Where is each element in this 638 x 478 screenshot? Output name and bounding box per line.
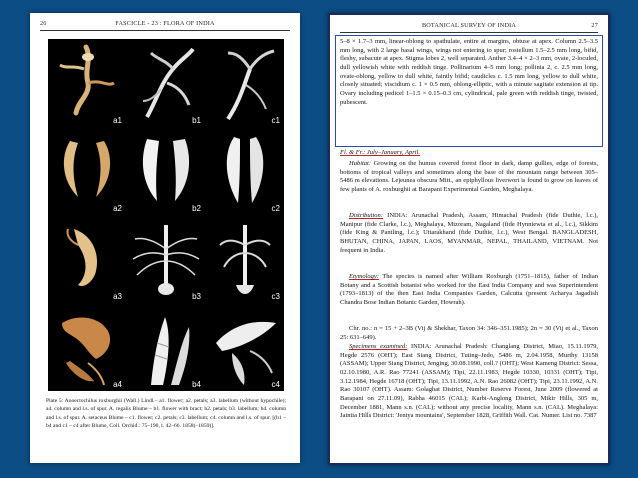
right-running-title: BOTANICAL SURVEY OF INDIA [421,22,517,29]
plate-cell-b1 [127,39,205,127]
chromosome-paragraph: Chr. no.: n = 15 + 2–3B (Vij & Shekhar, Taxon 34: 346–351.1985); 2n = 30 (Vij et al., Taxon 25: 631–649). [340,325,598,341]
cell-label-a4: a4 [113,380,122,389]
cell-label-b4: b4 [192,380,201,389]
botanical-plate [48,39,284,391]
cell-label-b3: b3 [192,292,201,301]
labellum-illustration-a3 [48,215,126,303]
etymology-text: The species is named after William Roxburgh (1751–1815), father of Indian Botany and a Scottish botanist who worked for the East India Company and was Superintendent (1793–1813) of the then East India Companies Garden, Calcutta (present Acharya Jagadish Chandra Bose Indian Botanic Garden, Howrah). [340,273,598,306]
flower-illustration-b1 [127,39,205,127]
right-header-rule [340,32,598,33]
plate-cell-c1 [206,39,284,127]
etymology-label: Etymology: [349,273,379,280]
cell-label-c2: c2 [271,204,280,213]
petals-illustration-a2 [48,127,126,215]
plate-cell-c3 [206,215,284,303]
column-illustration-a4 [48,303,126,391]
flower-illustration-a1 [48,39,126,127]
description-paragraph: 5–8 × 1.7–3 mm, linear-oblong to spathulate, entire at margins, obtuse at apex. Column 2.5–3.5 mm long, with 2 large basal wings, wings not entering to spur; rostellum 1.5–2.5 mm long, bifid, fleshy, subacute at apex. Stigma lobes 2, well separated. Anther 3.4–4 × 2–3 mm, ovate, 2-loculed, dull yellowish white with reddish tinge. Pollinarium 4–5 mm long; pollinia 2, c. 2.5 mm long, ovate-oblong, yellow to dull white, faintly bifid; caudicles c. 1.5 mm long, yellow to dull white, closely situated; viscidium c. 1 × 0.5 mm, oblong-elliptic, with a minute sagitate extension at tip. Ovary including pedicel 1–1.5 × 0.15–0.3 cm, cylindrical, pale green with reddish tinge, twisted, pubescent. [340,38,598,106]
cell-label-c1: c1 [271,116,280,125]
cell-label-a1: a1 [113,116,122,125]
habitat-paragraph [340,160,598,195]
cell-label-c4: c4 [271,380,280,389]
habitat-label: Habitat: [349,160,372,167]
plate-cell-a4 [48,303,126,391]
specimens-label: Specimens examined: [349,343,408,350]
plate-cell-b2 [127,127,205,215]
plate-cell-c4 [206,303,284,391]
phenology-text: Fl. & Fr.: July–January, April. [340,149,421,156]
plate-cell-b4 [127,303,205,391]
cell-label-b2: b2 [192,204,201,213]
etymology-paragraph [340,273,598,308]
column-illustration-c4 [206,303,284,391]
plate-cell-b3 [127,215,205,303]
petals-illustration-b2 [127,127,205,215]
cell-label-a2: a2 [113,204,122,213]
phenology-line [340,149,598,158]
left-page [30,13,300,463]
left-page-number: 26 [40,20,47,27]
plate-cell-a2 [48,127,126,215]
left-header-rule [40,30,290,31]
left-running-title: FASCICLE - 23 : FLORA OF INDIA [115,20,215,27]
cell-label-c3: c3 [271,292,280,301]
column-illustration-b4 [127,303,205,391]
distribution-label: Distribution: [349,212,383,219]
distribution-paragraph [340,212,598,255]
specimens-text: INDIA: Arunachal Pradesh: Changlang District, Miao, 15.11.1979, Hegde 2576 (OHT); East Siang District, Tuting–Jedo, 5486 m, 2.04.1958, Murthy 13158 (ASSAM); Upper Siang District, Jenging, 30.08.1990, coll.? (OHT); West Kameng District: Sessa, 02.10.1980, A.R. Rao 77241 (ASSAM); Tipi, 22.11.1983, Hegde 10330, 10331 (OHT); Tipi, 3.12.1984, Hegde 16718 (OHT); Tipi, 13.11.1992, A.N. Rao 26082 (OHT); Tipi, 23.11.1992, A.N. Rao 30107 (OHT). Assam: Golaghat District, Number Reserve Forest, June 2009 (flowered at Barapani on 27.11.09), Rabha 46015 (CAL); Karbi-Anglong District, Mikir Hills, 305 m, December 1881, Mann s.n. (CAL); without any precise locality, Mann s.n. (CAL). Meghalaya: Jaintia Hills District: 'Jentya mountains', September 1828, Griffith Wall. Cat. Numer. List no. 7387 [340,343,598,420]
plate-cell-c2 [206,127,284,215]
flower-illustration-c1 [206,39,284,127]
plate-cell-a1 [48,39,126,127]
labellum-illustration-c3 [206,215,284,303]
cell-label-a3: a3 [113,292,122,301]
plate-caption: Plate 5: Anoectochilus roxburghii (Wall.) Lindl.– a1. flower; a2. petals; a3. labellum (without hypochile); a4. column and l.s. of spur. A. regalis Blume – b1. flower with bract; b2. petals; b3. labellum; b4. column and l.s. of spur. A. setaceus Blume – c1. flower; c2. petals; c3. labellum; c4. column and l.s. of spur. [(b1 – b4 and c1 – c4 after Blume, Coll. Orchid.: 75–190, t. 42–66. 1858(–1859)]. [46,398,286,430]
cell-label-b1: b1 [192,116,201,125]
plate-cell-a3 [48,215,126,303]
right-page-number: 27 [591,22,598,29]
specimens-paragraph [340,343,598,421]
petals-illustration-c2 [206,127,284,215]
right-page [328,13,610,465]
habitat-text: Growing on the humus covered forest floor in dark, damp gullies, edge of forests, bottoms of tropical valleys and sometimes along the base of the mountain range between 305–5486 m elevations. Lejeunea obscura Mitt., an epiphyllous liverwort is found to grow on leaves of few plants of A. roxburghii at Barapani Experimental Garden, Meghalaya. [340,160,598,193]
distribution-text: INDIA: Arunachal Pradesh, Assam, Himachal Pradesh (fide Duthie, l.c.), Manipur (fide Clarke, l.c.), Meghalaya, Mizoram, Nagaland (fide Hynniewta et al., l.c.), Sikkim (fide King & Pantling, l.c.); Uttarakhand (fide Duthie, l.c.), West Bengal. BANGLADESH, BHUTAN, CHINA, JAPAN, LAOS, MYANMAR, NEPAL, THAILAND, VIETNAM. Not frequent in India. [340,212,598,254]
labellum-illustration-b3 [127,215,205,303]
